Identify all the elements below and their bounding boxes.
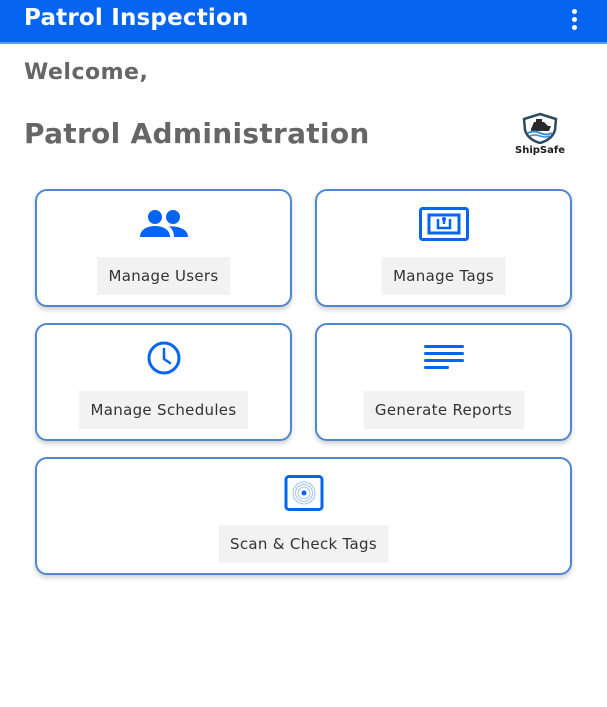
- manage-tags-label: Manage Tags: [381, 257, 506, 295]
- overflow-menu-button[interactable]: [562, 6, 586, 32]
- scan-check-tags-label: Scan & Check Tags: [218, 525, 389, 563]
- manage-users-card[interactable]: [35, 189, 292, 307]
- nfc-tag-icon: [419, 207, 469, 245]
- group-icon: [136, 209, 192, 243]
- generate-reports-card[interactable]: [315, 323, 572, 441]
- generate-reports-label: Generate Reports: [363, 391, 524, 429]
- app-title: Patrol Inspection: [24, 5, 249, 31]
- more-vert-icon-dot: [572, 25, 577, 30]
- more-vert-icon-dot: [572, 17, 577, 22]
- more-vert-icon: [572, 9, 577, 14]
- welcome-text: Welcome,: [24, 60, 149, 85]
- manage-schedules-label: Manage Schedules: [79, 391, 249, 429]
- role-title: Patrol Administration: [24, 117, 370, 150]
- manage-schedules-card[interactable]: [35, 323, 292, 441]
- clock-icon: [139, 341, 189, 379]
- app-bar: [0, 0, 607, 44]
- shipsafe-logo: [502, 112, 578, 158]
- notes-icon: [422, 344, 466, 374]
- logo-text: ShipSafe: [515, 145, 565, 156]
- manage-tags-card[interactable]: [315, 189, 572, 307]
- shield-ship-icon: [518, 112, 562, 144]
- scan-tag-icon: [284, 475, 324, 515]
- scan-check-tags-card[interactable]: [35, 457, 572, 575]
- manage-users-label: Manage Users: [97, 257, 231, 295]
